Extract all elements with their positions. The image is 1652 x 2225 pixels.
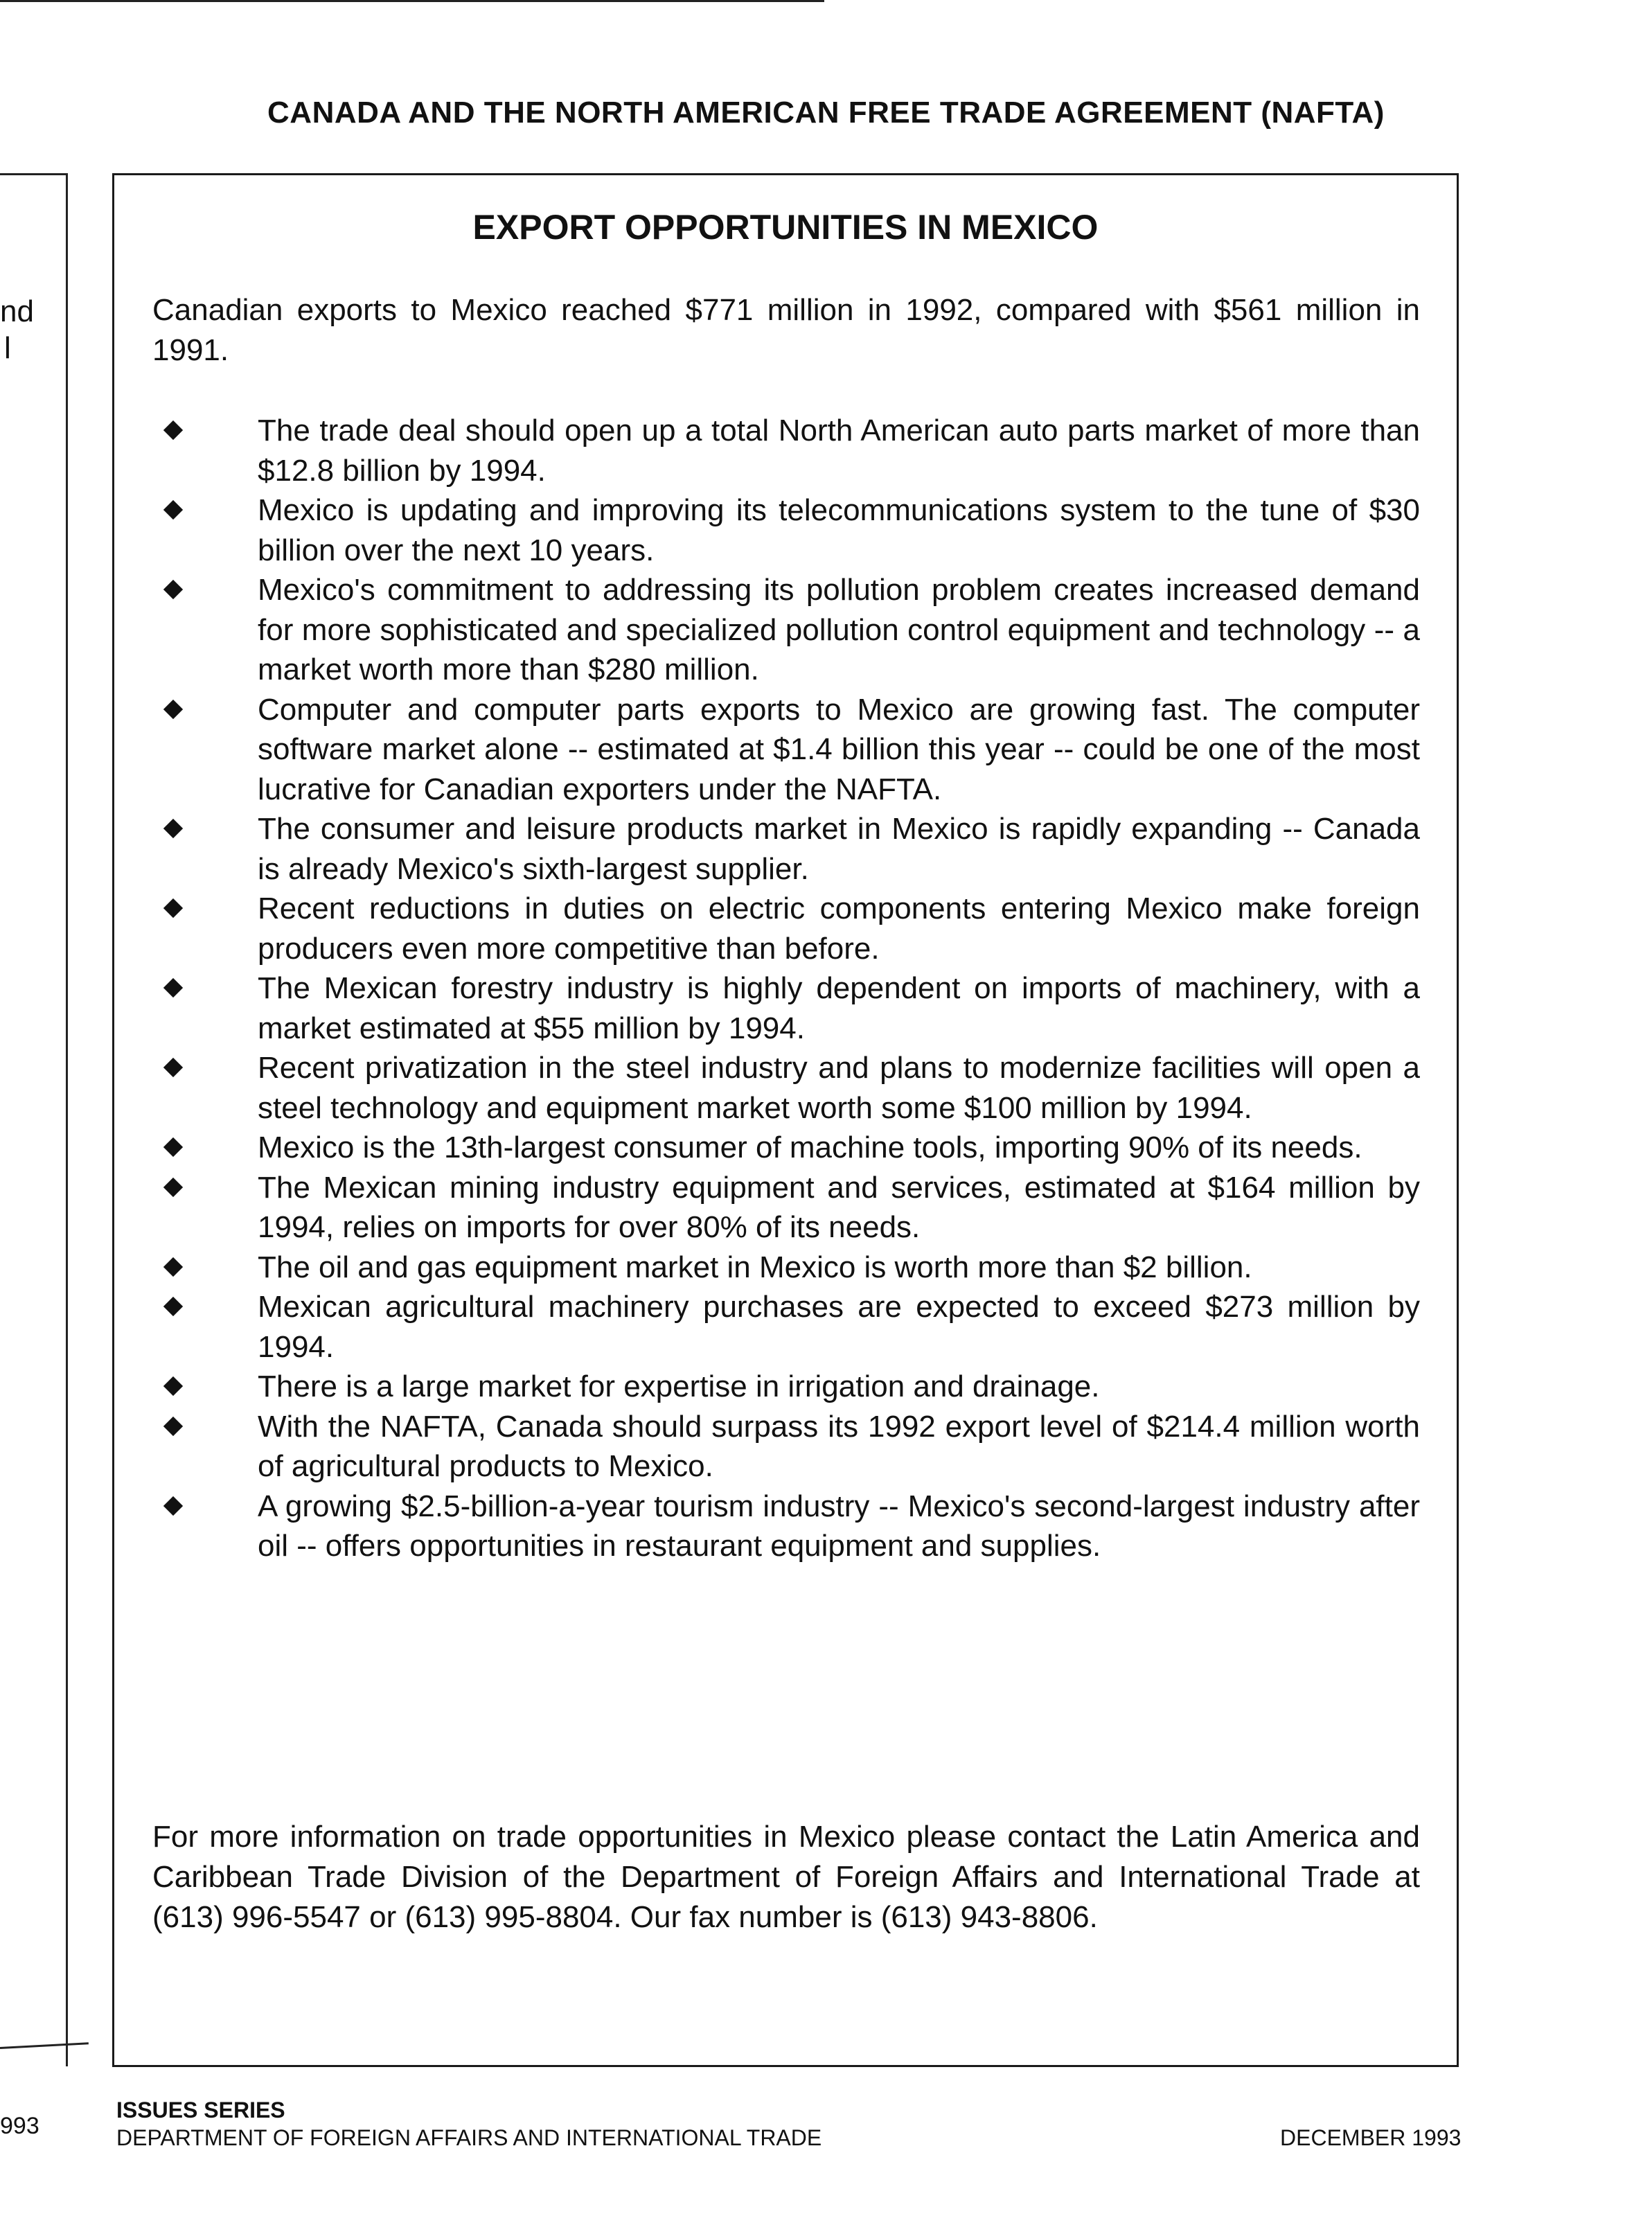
list-item [152,1048,1420,1128]
list-item-text: Mexican agricultural machinery purchases are expected to exceed $273 million by 1994. [258,1290,1420,1364]
list-item-text: The consumer and leisure products market in Mexico is rapidly expanding -- Canada is already Mexico's sixth-largest supplier. [258,812,1420,886]
adjacent-page-text-2: l [4,331,11,365]
list-item-text: The Mexican mining industry equipment and services, estimated at $164 million by 1994, relies on imports for over 80% of its needs. [258,1170,1420,1244]
list-item [152,1287,1420,1367]
adjacent-page-text-1: nd [0,294,34,328]
diamond-bullet-icon [152,490,258,530]
adjacent-page-footer-text: 993 [0,2113,39,2139]
list-item [152,411,1420,490]
list-item-text: Recent reductions in duties on electric components entering Mexico make foreign producers even more competitive than before. [258,892,1420,966]
top-rule [0,0,824,2]
diamond-bullet-icon [152,1287,258,1327]
list-item [152,968,1420,1048]
list-item-text: The Mexican forestry industry is highly dependent on imports of machinery, with a market estimated at $55 million by 1994. [258,971,1420,1045]
footer-date: DECEMBER 1993 [1280,2125,1462,2150]
adjacent-page-frame [0,173,68,2066]
list-item-text: Mexico is updating and improving its telecommunications system to the tune of $30 billion over the next 10 years. [258,493,1420,567]
diamond-bullet-icon [152,809,258,849]
list-item [152,1248,1420,1288]
footer-series: ISSUES SERIES [116,2098,285,2122]
intro-paragraph: Canadian exports to Mexico reached $771 million in 1992, compared with $561 million in 1991. [152,293,1420,367]
export-opportunities-box [112,173,1459,2067]
diamond-bullet-icon [152,889,258,928]
list-item [152,1487,1420,1566]
list-item [152,1128,1420,1168]
diamond-bullet-icon [152,690,258,729]
page-header-title: CANADA AND THE NORTH AMERICAN FREE TRADE AGREEMENT (NAFTA) [267,96,1385,130]
box-title: EXPORT OPPORTUNITIES IN MEXICO [472,208,1099,247]
list-item [152,889,1420,968]
diamond-bullet-icon [152,968,258,1008]
list-item-text: There is a large market for expertise in irrigation and drainage. [258,1369,1100,1403]
footer-department: DEPARTMENT OF FOREIGN AFFAIRS AND INTERNATIONAL TRADE [116,2125,822,2150]
list-item [152,490,1420,570]
list-item-text: Mexico is the 13th-largest consumer of machine tools, importing 90% of its needs. [258,1131,1362,1164]
diamond-bullet-icon [152,1248,258,1287]
opportunity-list [152,411,1420,1566]
list-item [152,1367,1420,1407]
list-item [152,1168,1420,1248]
diamond-bullet-icon [152,411,258,450]
list-item-text: Recent privatization in the steel industry and plans to modernize facilities will open a steel technology and equipment market worth some $100 million by 1994. [258,1051,1420,1125]
diamond-bullet-icon [152,1048,258,1088]
list-item-text: The trade deal should open up a total North American auto parts market of more than $12.8 billion by 1994. [258,414,1420,488]
list-item [152,1407,1420,1487]
list-item [152,570,1420,690]
diamond-bullet-icon [152,570,258,610]
diamond-bullet-icon [152,1407,258,1446]
list-item-text: A growing $2.5-billion-a-year tourism industry -- Mexico's second-largest industry after oil -- offers opportunities in restaurant equipment and supplies. [258,1489,1420,1563]
list-item-text: With the NAFTA, Canada should surpass its 1992 export level of $214.4 million worth of agricultural products to Mexico. [258,1409,1420,1483]
diamond-bullet-icon [152,1168,258,1207]
list-item [152,690,1420,810]
diamond-bullet-icon [152,1128,258,1167]
list-item [152,809,1420,889]
diamond-bullet-icon [152,1487,258,1526]
list-item-text: Computer and computer parts exports to Mexico are growing fast. The computer software market alone -- estimated at $1.4 billion this year -- could be one of the most lucrative for Canadian exporters under the NAFTA. [258,692,1420,806]
diamond-bullet-icon [152,1367,258,1406]
contact-paragraph: For more information on trade opportunities in Mexico please contact the Latin America and Caribbean Trade Division of the Department of Foreign Affairs and International Trade at (613) 996-5547 or (613) 995-8804. Our fax number is (613) 943-8806. [152,1820,1420,1934]
list-item-text: Mexico's commitment to addressing its pollution problem creates increased demand for more sophisticated and specialized pollution control equipment and technology -- a market worth more than $280 million. [258,573,1420,686]
list-item-text: The oil and gas equipment market in Mexico is worth more than $2 billion. [258,1250,1252,1284]
